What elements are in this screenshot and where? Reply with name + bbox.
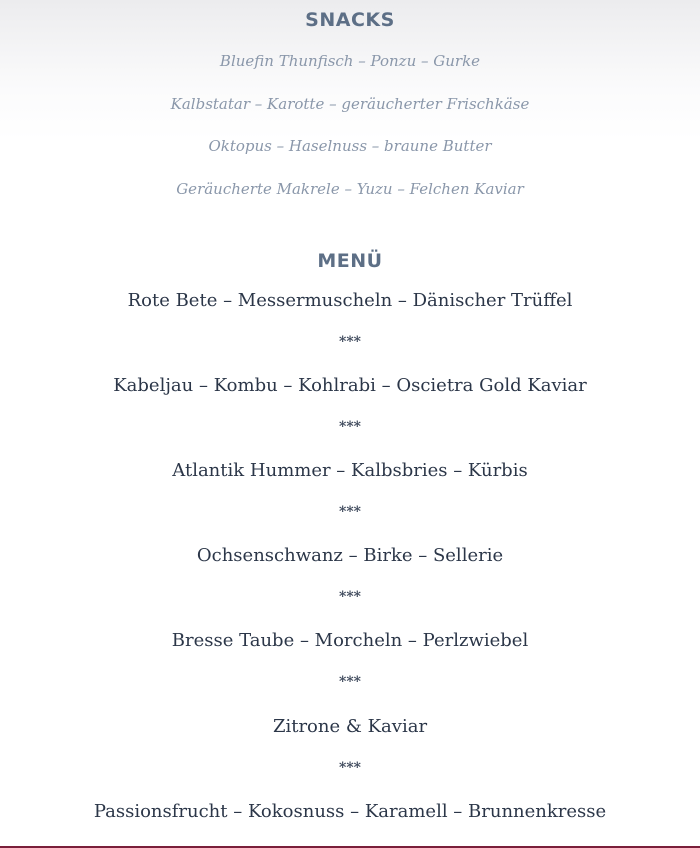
course-item: Zitrone & Kaviar: [272, 716, 428, 737]
snack-item: Bluefin Thunfisch – Ponzu – Gurke: [219, 52, 481, 70]
snack-item: Geräucherte Makrele – Yuzu – Felchen Kaviar: [176, 180, 524, 198]
course-separator: ***: [339, 674, 361, 690]
snack-item: Kalbstatar – Karotte – geräucherter Frischkäse: [170, 95, 530, 113]
snack-item: Oktopus – Haselnuss – braune Butter: [208, 137, 492, 155]
course-item: Rote Bete – Messermuscheln – Dänischer Trüffel: [127, 290, 573, 311]
snacks-heading: SNACKS: [305, 9, 395, 31]
course-separator: ***: [339, 760, 361, 776]
course-separator: ***: [339, 504, 361, 520]
course-item: Bresse Taube – Morcheln – Perlzwiebel: [171, 630, 529, 651]
course-separator: ***: [339, 419, 361, 435]
menu-heading: MENÜ: [317, 250, 383, 272]
course-item: Atlantik Hummer – Kalbsbries – Kürbis: [172, 460, 528, 481]
course-item: Ochsenschwanz – Birke – Sellerie: [196, 545, 504, 566]
course-separator: ***: [339, 334, 361, 350]
course-item: Kabeljau – Kombu – Kohlrabi – Oscietra Gold Kaviar: [113, 375, 587, 396]
course-item: Passionsfrucht – Kokosnuss – Karamell – Brunnenkresse: [93, 801, 607, 822]
course-separator: ***: [339, 589, 361, 605]
